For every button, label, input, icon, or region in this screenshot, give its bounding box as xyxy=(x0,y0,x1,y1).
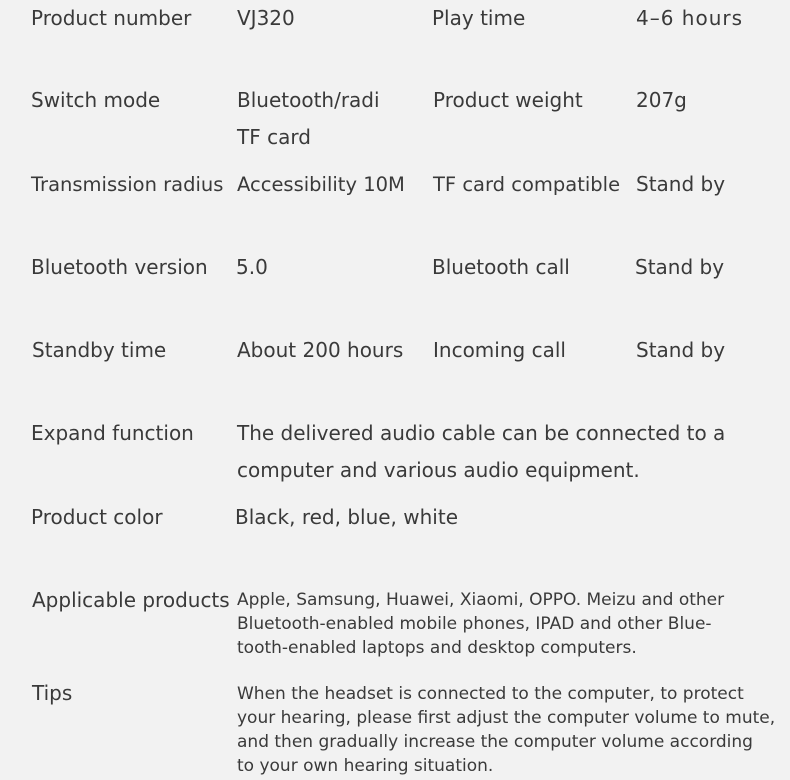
play-time-value: 4–6 hours xyxy=(636,6,744,30)
standby-time-label: Standby time xyxy=(32,338,167,362)
expand-function-value-line1: The delivered audio cable can be connected to a xyxy=(237,421,726,445)
switch-mode-label: Switch mode xyxy=(31,88,161,112)
product-color-label: Product color xyxy=(31,505,163,529)
tips-value-line3: and then gradually increase the computer volume according xyxy=(237,732,753,752)
bluetooth-call-value: Stand by xyxy=(635,255,725,279)
incoming-call-label: Incoming call xyxy=(433,338,566,362)
tips-value-line2: your hearing, please first adjust the computer volume to mute, xyxy=(237,708,776,728)
applicable-products-label: Applicable products xyxy=(32,588,230,612)
switch-mode-value-line1: Bluetooth/radi xyxy=(237,88,380,112)
switch-mode-value-line2: TF card xyxy=(237,125,311,149)
tips-value-line1: When the headset is connected to the computer, to protect xyxy=(237,684,744,704)
product-weight-value: 207g xyxy=(636,88,687,112)
transmission-radius-label: Transmission radius xyxy=(31,173,224,196)
incoming-call-value: Stand by xyxy=(636,338,726,362)
tf-card-compatible-value: Stand by xyxy=(636,172,726,196)
expand-function-value-line2: computer and various audio equipment. xyxy=(237,458,640,482)
tips-value-line4: to your own hearing situation. xyxy=(237,756,494,776)
bluetooth-call-label: Bluetooth call xyxy=(432,255,570,279)
applicable-products-value-line2: Bluetooth-enabled mobile phones, IPAD and other Blue- xyxy=(237,614,712,634)
bluetooth-version-value: 5.0 xyxy=(236,255,268,279)
applicable-products-value-line1: Apple, Samsung, Huawei, Xiaomi, OPPO. Meizu and other xyxy=(237,590,725,610)
applicable-products-value-line3: tooth-enabled laptops and desktop computers. xyxy=(237,638,637,658)
product-weight-label: Product weight xyxy=(433,88,583,112)
tips-label: Tips xyxy=(32,681,73,705)
product-color-value: Black, red, blue, white xyxy=(235,505,459,529)
standby-time-value: About 200 hours xyxy=(237,338,404,362)
bluetooth-version-label: Bluetooth version xyxy=(31,255,208,279)
play-time-label: Play time xyxy=(432,6,526,30)
expand-function-label: Expand function xyxy=(31,421,194,445)
product-number-value: VJ320 xyxy=(237,6,295,30)
tf-card-compatible-label: TF card compatible xyxy=(433,173,621,196)
product-number-label: Product number xyxy=(31,6,192,30)
transmission-radius-value: Accessibility 10M xyxy=(237,173,405,196)
